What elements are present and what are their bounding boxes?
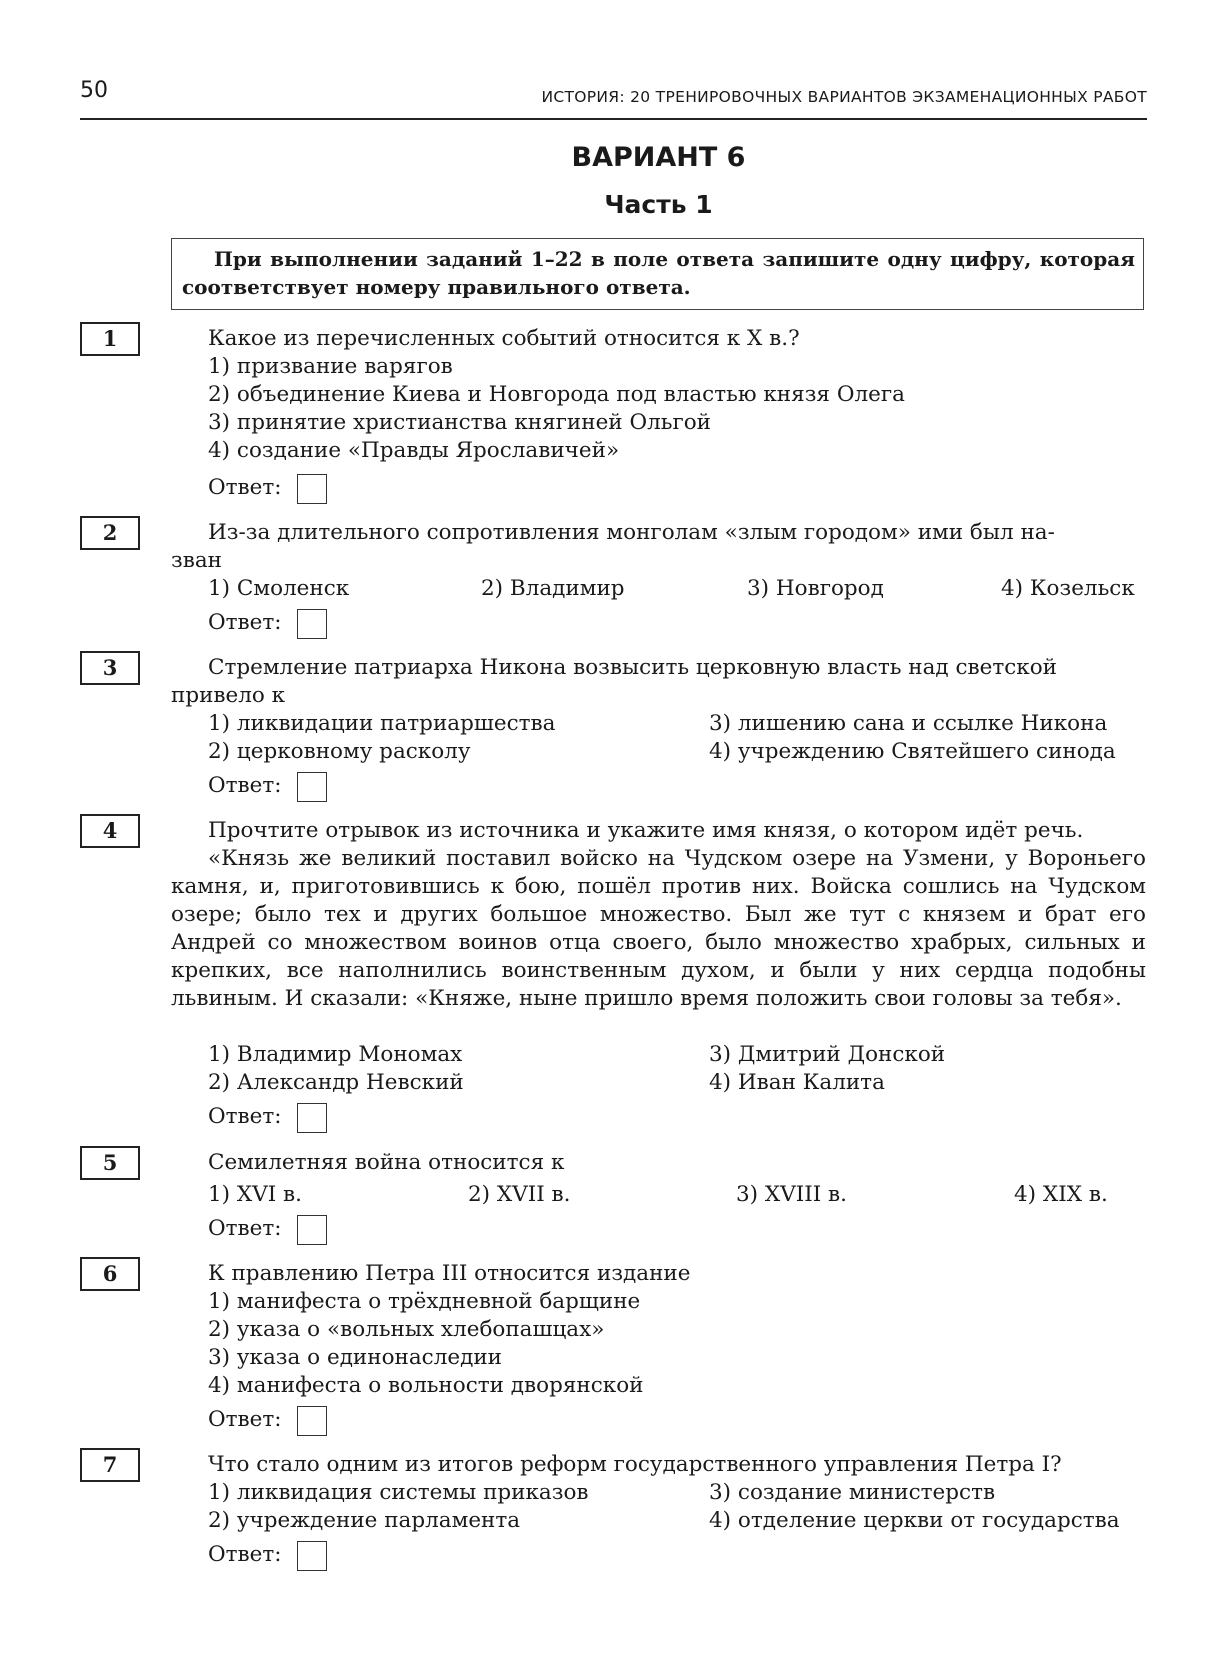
task-4-option-4: 4) Иван Калита <box>709 1070 885 1095</box>
task-5-option-4: 4) XIX в. <box>1014 1182 1108 1207</box>
task-number-2: 2 <box>80 516 140 550</box>
task-7-question: Что стало одним из итогов реформ государственного управления Петра I? <box>208 1452 1062 1477</box>
task-7-option-2: 2) учреждение парламента <box>208 1508 521 1533</box>
answer-box-6[interactable] <box>297 1406 327 1436</box>
task-1-option-1: 1) призвание варягов <box>208 354 453 379</box>
task-number-3: 3 <box>80 651 140 685</box>
answer-box-7[interactable] <box>297 1541 327 1571</box>
task-3-question-line-1: Стремление патриарха Никона возвысить церковную власть над светской <box>208 655 1058 680</box>
task-number-1: 1 <box>80 322 140 356</box>
answer-label: Ответ: <box>208 1407 282 1432</box>
task-3-option-2: 2) церковному расколу <box>208 739 471 764</box>
task-1-option-2: 2) объединение Киева и Новгорода под властью князя Олега <box>208 382 905 407</box>
task-5-option-1: 1) XVI в. <box>208 1182 302 1207</box>
task-6-option-1: 1) манифеста о трёхдневной барщине <box>208 1289 641 1314</box>
running-title: ИСТОРИЯ: 20 ТРЕНИРОВОЧНЫХ ВАРИАНТОВ ЭКЗАМЕНАЦИОННЫХ РАБОТ <box>541 88 1147 106</box>
task-3-option-4: 4) учреждению Святейшего синода <box>709 739 1116 764</box>
task-2-question-line-2: зван <box>171 548 222 573</box>
task-1-option-4: 4) создание «Правды Ярославичей» <box>208 438 620 463</box>
answer-label: Ответ: <box>208 1542 282 1567</box>
page-number: 50 <box>80 78 108 103</box>
task-4-option-2: 2) Александр Невский <box>208 1070 464 1095</box>
task-number-6: 6 <box>80 1257 140 1291</box>
task-1-question: Какое из перечисленных событий относится к X в.? <box>208 326 800 351</box>
answer-label: Ответ: <box>208 610 282 635</box>
task-2-option-1: 1) Смоленск <box>208 576 350 601</box>
task-4-question: Прочтите отрывок из источника и укажите имя князя, о котором идёт речь. <box>208 818 1084 843</box>
task-1-option-3: 3) принятие христианства княгиней Ольгой <box>208 410 711 435</box>
variant-title: ВАРИАНТ 6 <box>571 142 746 173</box>
part-title: Часть 1 <box>604 190 713 219</box>
task-2-option-2: 2) Владимир <box>481 576 625 601</box>
answer-label: Ответ: <box>208 1104 282 1129</box>
task-6-option-2: 2) указа о «вольных хлебопашцах» <box>208 1317 605 1342</box>
task-number-7: 7 <box>80 1448 140 1482</box>
task-number-5: 5 <box>80 1146 140 1180</box>
task-3-question-line-2: привело к <box>171 683 286 708</box>
task-6-option-3: 3) указа о единонаследии <box>208 1345 502 1370</box>
task-5-option-3: 3) XVIII в. <box>736 1182 847 1207</box>
answer-box-1[interactable] <box>297 474 327 504</box>
answer-box-2[interactable] <box>297 609 327 639</box>
task-7-option-4: 4) отделение церкви от государства <box>709 1508 1120 1533</box>
task-2-option-3: 3) Новгород <box>747 576 884 601</box>
answer-label: Ответ: <box>208 1216 282 1241</box>
answer-box-4[interactable] <box>297 1103 327 1133</box>
task-3-option-3: 3) лишению сана и ссылке Никона <box>709 711 1108 736</box>
task-7-option-3: 3) создание министерств <box>709 1480 996 1505</box>
task-7-option-1: 1) ликвидация системы приказов <box>208 1480 589 1505</box>
task-3-option-1: 1) ликвидации патриаршества <box>208 711 556 736</box>
task-4-option-1: 1) Владимир Мономах <box>208 1042 463 1067</box>
answer-box-3[interactable] <box>297 772 327 802</box>
answer-label: Ответ: <box>208 773 282 798</box>
task-number-4: 4 <box>80 814 140 848</box>
task-4-passage: «Князь же великий поставил войско на Чудском озере на Узмени, у Вороньего камня, и, приготовившись к бою, пошёл против них. Войска сошлись на Чудском озере; было тех и других большое множество. Был же тут с князем и брат его Андрей со множеством воинов отца своего, было множество храбрых, сильных и крепких, все наполнились воинственным духом, и были у них сердца подобны львиным. И сказали: «Княже, ныне пришло время положить свои головы за тебя». <box>171 846 1146 1011</box>
instruction-box: При выполнении заданий 1–22 в поле ответа запишите одну цифру, которая соответствует номеру правильного ответа. <box>171 238 1144 310</box>
task-6-question: К правлению Петра III относится издание <box>208 1261 691 1286</box>
task-6-option-4: 4) манифеста о вольности дворянской <box>208 1373 644 1398</box>
task-4-option-3: 3) Дмитрий Донской <box>709 1042 946 1067</box>
task-5-question: Семилетняя война относится к <box>208 1150 565 1175</box>
page-header <box>80 76 1147 120</box>
task-2-question-line-1: Из-за длительного сопротивления монголам «злым городом» ими был на- <box>208 520 1055 545</box>
answer-label: Ответ: <box>208 475 282 500</box>
task-2-option-4: 4) Козельск <box>1001 576 1135 601</box>
task-5-option-2: 2) XVII в. <box>468 1182 571 1207</box>
answer-box-5[interactable] <box>297 1215 327 1245</box>
